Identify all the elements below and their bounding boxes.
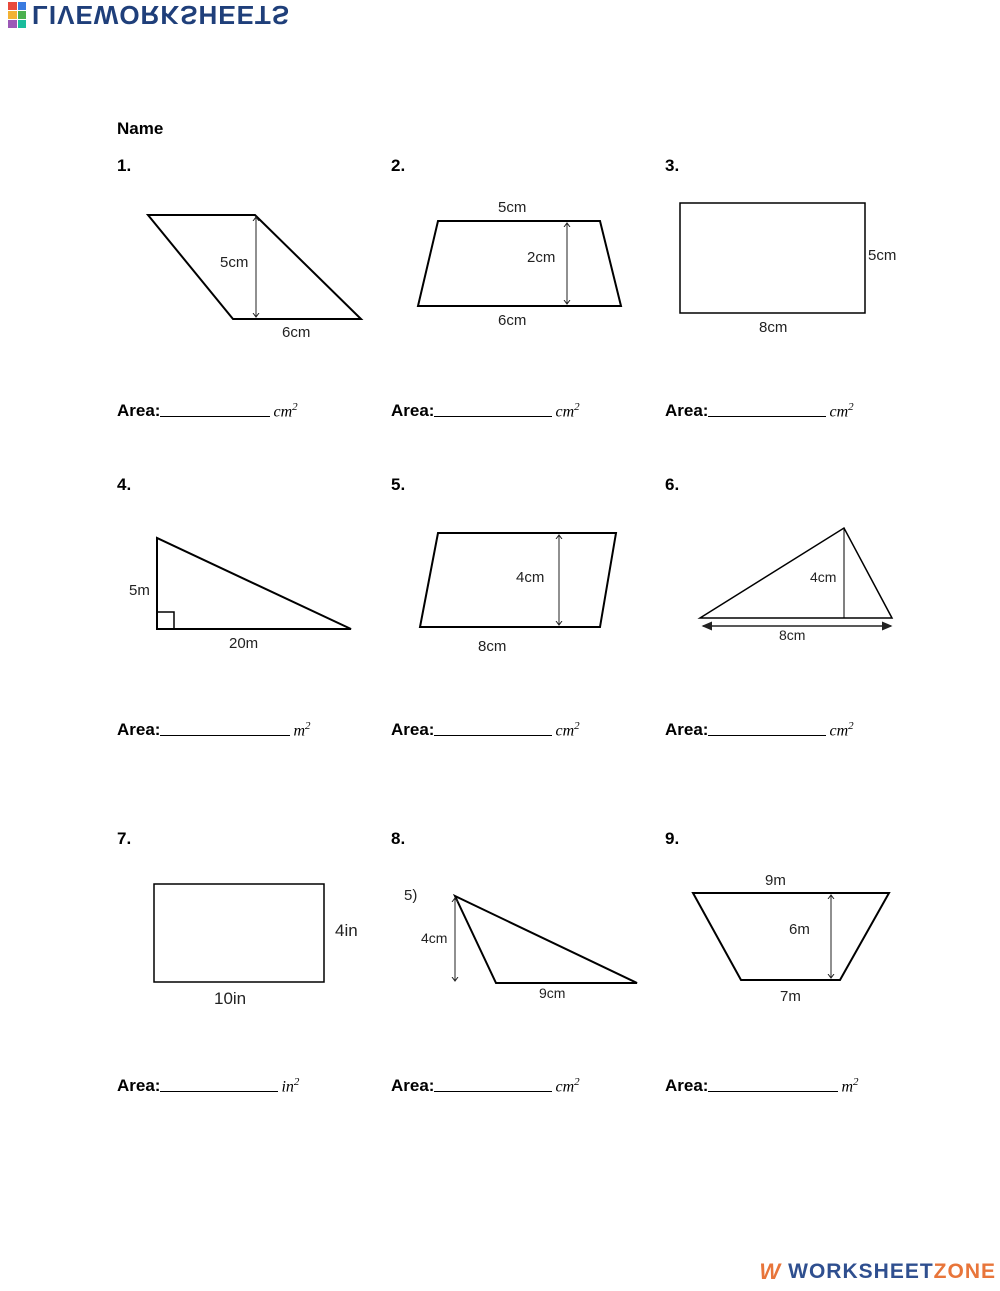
area-unit: $cm^2$ [829, 401, 854, 421]
area-row-2 [391, 401, 580, 421]
label-base: 8cm [759, 319, 788, 336]
brand-logo-icon [8, 2, 26, 28]
area-answer-input-7[interactable] [160, 1090, 278, 1092]
area-unit: $in^2$ [281, 1076, 300, 1096]
area-label: Area: [665, 1076, 709, 1096]
label-height: 4cm [810, 569, 837, 585]
problem-number-9: 9. [665, 829, 680, 848]
label-top: 5cm [498, 199, 527, 216]
label-bottom: 7m [780, 988, 801, 1005]
brand-title: LIVEWORKSHEETS [32, 0, 291, 30]
label-bottom: 6cm [498, 312, 527, 329]
figure-5-parallelogram [410, 525, 630, 660]
label-side: 5cm [868, 247, 897, 264]
problem-number-2: 2. [391, 156, 406, 175]
area-row-6 [665, 720, 854, 740]
label-base: 10in [214, 989, 247, 1008]
problem-number-7: 7. [117, 829, 132, 848]
shape-outline [455, 896, 637, 983]
area-row-4 [117, 720, 311, 740]
area-row-3 [665, 401, 854, 421]
area-label: Area: [117, 720, 161, 740]
area-label: Area: [117, 1076, 161, 1096]
worksheetzone-logo-icon: W [759, 1259, 781, 1284]
area-label: Area: [391, 1076, 435, 1096]
problem-number-8: 8. [391, 829, 406, 848]
area-unit: $cm^2$ [555, 401, 580, 421]
area-answer-input-9[interactable] [708, 1090, 838, 1092]
area-answer-input-4[interactable] [160, 734, 290, 736]
area-row-9 [665, 1076, 859, 1096]
brand-header [8, 2, 290, 28]
label-base: 9cm [539, 985, 566, 1001]
label-number-note: 5) [404, 887, 418, 904]
figure-6-triangle [695, 522, 900, 647]
shape-outline [157, 538, 351, 629]
area-label: Area: [391, 720, 435, 740]
area-unit: $cm^2$ [555, 720, 580, 740]
area-label: Area: [117, 401, 161, 421]
footer-brand [759, 1259, 996, 1285]
label-base: 8cm [478, 638, 507, 655]
label-height: 4cm [421, 930, 448, 946]
right-angle-marker [157, 612, 174, 629]
label-height: 5cm [220, 254, 249, 271]
figure-7-rectangle [150, 880, 370, 1015]
area-row-8 [391, 1076, 580, 1096]
problem-number-5: 5. [391, 475, 406, 494]
area-answer-input-3[interactable] [708, 415, 826, 417]
area-unit: $cm^2$ [555, 1076, 580, 1096]
shape-outline [154, 884, 324, 982]
area-unit: $cm^2$ [273, 401, 298, 421]
area-unit: $m^2$ [841, 1076, 859, 1096]
label-height: 6m [789, 921, 810, 938]
shape-outline [148, 215, 361, 319]
area-row-1 [117, 401, 298, 421]
label-base: 6cm [282, 324, 311, 341]
area-label: Area: [665, 401, 709, 421]
shape-outline [418, 221, 621, 306]
name-label: Name [117, 119, 164, 138]
problem-number-6: 6. [665, 475, 680, 494]
area-answer-input-2[interactable] [434, 415, 552, 417]
problem-number-1: 1. [117, 156, 132, 175]
area-answer-input-5[interactable] [434, 734, 552, 736]
label-height: 2cm [527, 249, 556, 266]
label-height: 4cm [516, 569, 545, 586]
footer-title: WORKSHEETZONE [788, 1260, 996, 1283]
shape-outline [680, 203, 865, 313]
label-side: 4in [335, 921, 358, 940]
problem-number-3: 3. [665, 156, 680, 175]
label-base: 8cm [779, 627, 806, 643]
label-height: 5m [129, 582, 150, 599]
area-row-5 [391, 720, 580, 740]
area-label: Area: [391, 401, 435, 421]
area-unit: $m^2$ [293, 720, 311, 740]
figure-4-right-triangle [125, 530, 365, 660]
area-row-7 [117, 1076, 299, 1096]
shape-outline [700, 528, 892, 618]
area-label: Area: [665, 720, 709, 740]
problem-number-4: 4. [117, 475, 132, 494]
area-unit: $cm^2$ [829, 720, 854, 740]
figure-1-parallelogram [140, 205, 370, 350]
area-answer-input-8[interactable] [434, 1090, 552, 1092]
figure-9-trapezoid [688, 866, 898, 1011]
area-answer-input-6[interactable] [708, 734, 826, 736]
area-answer-input-1[interactable] [160, 415, 270, 417]
figure-8-triangle [400, 880, 645, 1000]
label-top: 9m [765, 872, 786, 889]
figure-3-rectangle [676, 198, 906, 343]
label-base: 20m [229, 635, 259, 652]
figure-2-trapezoid [410, 195, 630, 335]
